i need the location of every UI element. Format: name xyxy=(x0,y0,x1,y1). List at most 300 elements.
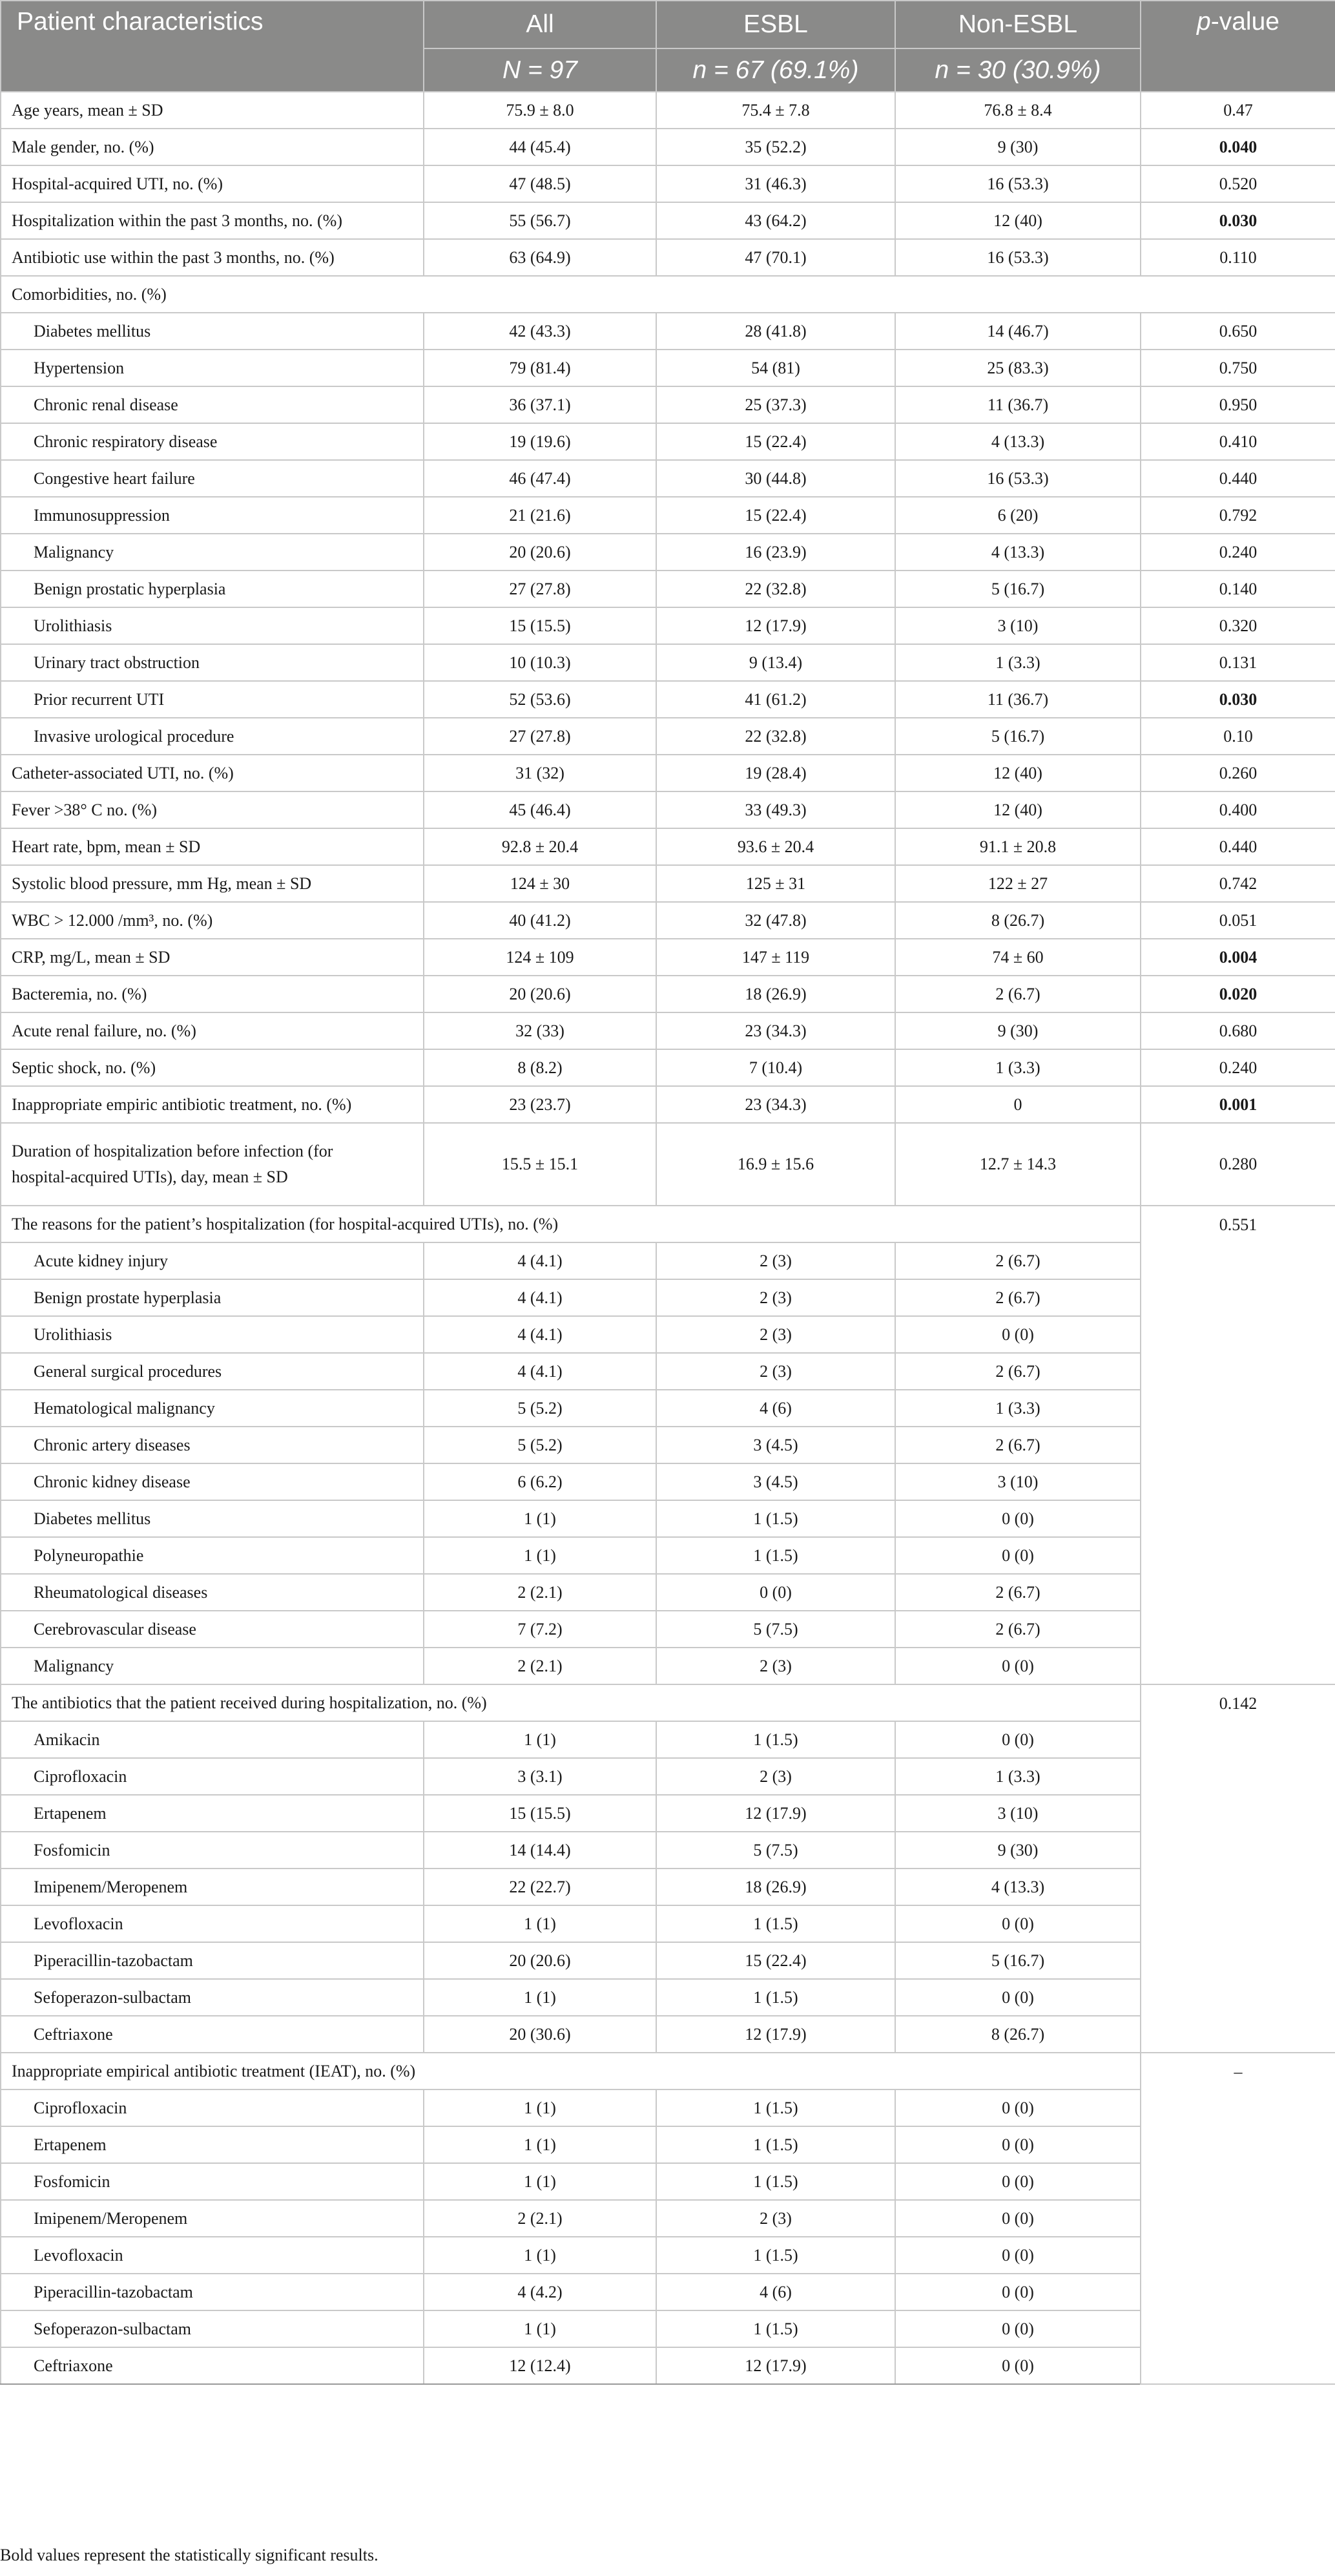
esbl-value-cell: 1 (1.5) xyxy=(656,1721,895,1758)
characteristic-label: Invasive urological procedure xyxy=(1,718,424,755)
characteristic-label: Antibiotic use within the past 3 months, no. (%) xyxy=(1,239,424,276)
section-row xyxy=(1,276,1335,313)
p-value-cell: 0.650 xyxy=(1141,313,1335,350)
esbl-value-cell: 2 (3) xyxy=(656,1316,895,1353)
characteristic-label: Benign prostate hyperplasia xyxy=(1,1279,424,1316)
characteristic-label: Septic shock, no. (%) xyxy=(1,1049,424,1086)
all-value-cell: 21 (21.6) xyxy=(424,497,656,534)
characteristic-label: Urinary tract obstruction xyxy=(1,644,424,681)
characteristic-label xyxy=(1,1123,424,1206)
table-row xyxy=(1,2200,1335,2237)
p-value-cell: – xyxy=(1141,2053,1335,2384)
table-row xyxy=(1,350,1335,386)
non-esbl-value-cell: 1 (3.3) xyxy=(895,644,1141,681)
esbl-value-cell: 15 (22.4) xyxy=(656,497,895,534)
table-row xyxy=(1,1795,1335,1832)
all-value-cell: 15 (15.5) xyxy=(424,1795,656,1832)
non-esbl-value-cell: 2 (6.7) xyxy=(895,1427,1141,1463)
characteristic-label: Chronic renal disease xyxy=(1,386,424,423)
esbl-value-cell: 0 (0) xyxy=(656,1574,895,1611)
characteristic-label: Ceftriaxone xyxy=(1,2016,424,2053)
non-esbl-value-cell: 1 (3.3) xyxy=(895,1758,1141,1795)
characteristic-label: Acute kidney injury xyxy=(1,1242,424,1279)
p-value-cell: 0.410 xyxy=(1141,423,1335,460)
table-row xyxy=(1,129,1335,165)
esbl-value-cell: 47 (70.1) xyxy=(656,239,895,276)
table-row xyxy=(1,2016,1335,2053)
esbl-value-cell: 1 (1.5) xyxy=(656,2310,895,2347)
footnote: Bold values represent the statistically significant results. xyxy=(0,2546,378,2564)
header-n-esbl: n = 67 (69.1%) xyxy=(656,48,895,92)
p-value-cell: 0.792 xyxy=(1141,497,1335,534)
table-row xyxy=(1,2274,1335,2310)
all-value-cell: 1 (1) xyxy=(424,1500,656,1537)
non-esbl-value-cell: 0 (0) xyxy=(895,1316,1141,1353)
non-esbl-value-cell: 4 (13.3) xyxy=(895,423,1141,460)
table-row xyxy=(1,1242,1335,1279)
all-value-cell: 92.8 ± 20.4 xyxy=(424,828,656,865)
table-row xyxy=(1,1500,1335,1537)
all-value-cell: 15.5 ± 15.1 xyxy=(424,1123,656,1206)
esbl-value-cell: 4 (6) xyxy=(656,1390,895,1427)
characteristic-label: Levofloxacin xyxy=(1,1905,424,1942)
table-row xyxy=(1,534,1335,571)
esbl-value-cell: 25 (37.3) xyxy=(656,386,895,423)
table-row xyxy=(1,497,1335,534)
p-value-cell: 0.240 xyxy=(1141,534,1335,571)
esbl-value-cell: 28 (41.8) xyxy=(656,313,895,350)
non-esbl-value-cell: 16 (53.3) xyxy=(895,460,1141,497)
p-value-cell: 0.680 xyxy=(1141,1012,1335,1049)
table-row xyxy=(1,1049,1335,1086)
p-value-cell: 0.142 xyxy=(1141,1684,1335,2053)
non-esbl-value-cell: 2 (6.7) xyxy=(895,1611,1141,1648)
p-value-cell: 0.110 xyxy=(1141,239,1335,276)
group-header-row xyxy=(1,2053,1335,2089)
esbl-value-cell: 12 (17.9) xyxy=(656,2016,895,2053)
esbl-value-cell: 12 (17.9) xyxy=(656,607,895,644)
esbl-value-cell: 125 ± 31 xyxy=(656,865,895,902)
esbl-value-cell: 23 (34.3) xyxy=(656,1012,895,1049)
non-esbl-value-cell: 5 (16.7) xyxy=(895,571,1141,607)
non-esbl-value-cell: 0 (0) xyxy=(895,2347,1141,2384)
non-esbl-value-cell: 3 (10) xyxy=(895,1795,1141,1832)
characteristic-label: Hematological malignancy xyxy=(1,1390,424,1427)
table-row xyxy=(1,644,1335,681)
all-value-cell: 10 (10.3) xyxy=(424,644,656,681)
characteristic-label: Urolithiasis xyxy=(1,607,424,644)
non-esbl-value-cell: 9 (30) xyxy=(895,1832,1141,1869)
characteristic-label: Amikacin xyxy=(1,1721,424,1758)
all-value-cell: 4 (4.1) xyxy=(424,1353,656,1390)
all-value-cell: 5 (5.2) xyxy=(424,1390,656,1427)
characteristic-label: Ceftriaxone xyxy=(1,2347,424,2384)
all-value-cell: 47 (48.5) xyxy=(424,165,656,202)
esbl-value-cell: 1 (1.5) xyxy=(656,2163,895,2200)
non-esbl-value-cell: 11 (36.7) xyxy=(895,386,1141,423)
all-value-cell: 19 (19.6) xyxy=(424,423,656,460)
characteristic-label: Catheter-associated UTI, no. (%) xyxy=(1,755,424,791)
esbl-value-cell: 5 (7.5) xyxy=(656,1611,895,1648)
characteristic-label: Diabetes mellitus xyxy=(1,1500,424,1537)
esbl-value-cell: 18 (26.9) xyxy=(656,1869,895,1905)
all-value-cell: 1 (1) xyxy=(424,2126,656,2163)
all-value-cell: 20 (30.6) xyxy=(424,2016,656,2053)
p-value-cell: 0.001 xyxy=(1141,1086,1335,1123)
esbl-value-cell: 2 (3) xyxy=(656,1242,895,1279)
esbl-value-cell: 41 (61.2) xyxy=(656,681,895,718)
esbl-value-cell: 12 (17.9) xyxy=(656,2347,895,2384)
all-value-cell: 1 (1) xyxy=(424,2089,656,2126)
p-value-cell: 0.020 xyxy=(1141,976,1335,1012)
table-row xyxy=(1,423,1335,460)
p-value-cell: 0.47 xyxy=(1141,92,1335,129)
all-value-cell: 55 (56.7) xyxy=(424,202,656,239)
non-esbl-value-cell: 9 (30) xyxy=(895,1012,1141,1049)
table-row xyxy=(1,681,1335,718)
esbl-value-cell: 30 (44.8) xyxy=(656,460,895,497)
table-row xyxy=(1,607,1335,644)
characteristic-label: Hypertension xyxy=(1,350,424,386)
p-value-cell: 0.140 xyxy=(1141,571,1335,607)
group-label: The antibiotics that the patient received during hospitalization, no. (%) xyxy=(1,1684,1141,1721)
all-value-cell: 23 (23.7) xyxy=(424,1086,656,1123)
non-esbl-value-cell: 2 (6.7) xyxy=(895,976,1141,1012)
all-value-cell: 27 (27.8) xyxy=(424,571,656,607)
table-row xyxy=(1,1574,1335,1611)
non-esbl-value-cell: 5 (16.7) xyxy=(895,718,1141,755)
p-value-cell: 0.320 xyxy=(1141,607,1335,644)
p-value-cell: 0.051 xyxy=(1141,902,1335,939)
characteristic-label: Ertapenem xyxy=(1,1795,424,1832)
characteristic-label: Systolic blood pressure, mm Hg, mean ± SD xyxy=(1,865,424,902)
p-value-cell: 0.10 xyxy=(1141,718,1335,755)
esbl-value-cell: 1 (1.5) xyxy=(656,1537,895,1574)
characteristic-label: Polyneuropathie xyxy=(1,1537,424,1574)
non-esbl-value-cell: 2 (6.7) xyxy=(895,1574,1141,1611)
esbl-value-cell: 54 (81) xyxy=(656,350,895,386)
characteristic-label: Diabetes mellitus xyxy=(1,313,424,350)
all-value-cell: 124 ± 30 xyxy=(424,865,656,902)
p-value-cell: 0.004 xyxy=(1141,939,1335,976)
header-all: All xyxy=(424,1,656,48)
non-esbl-value-cell: 0 (0) xyxy=(895,1648,1141,1684)
esbl-value-cell: 19 (28.4) xyxy=(656,755,895,791)
table-row xyxy=(1,1979,1335,2016)
non-esbl-value-cell: 8 (26.7) xyxy=(895,902,1141,939)
esbl-value-cell: 2 (3) xyxy=(656,1648,895,1684)
table-row xyxy=(1,239,1335,276)
characteristic-label: Heart rate, bpm, mean ± SD xyxy=(1,828,424,865)
esbl-value-cell: 1 (1.5) xyxy=(656,2089,895,2126)
p-value-cell: 0.030 xyxy=(1141,681,1335,718)
p-value-cell: 0.520 xyxy=(1141,165,1335,202)
characteristic-label: Ciprofloxacin xyxy=(1,1758,424,1795)
section-label: Comorbidities, no. (%) xyxy=(1,276,1335,313)
header-esbl: ESBL xyxy=(656,1,895,48)
all-value-cell: 1 (1) xyxy=(424,2163,656,2200)
table-row xyxy=(1,1869,1335,1905)
all-value-cell: 1 (1) xyxy=(424,2237,656,2274)
non-esbl-value-cell: 74 ± 60 xyxy=(895,939,1141,976)
p-value-cell: 0.260 xyxy=(1141,755,1335,791)
p-value-cell: 0.280 xyxy=(1141,1123,1335,1206)
non-esbl-value-cell: 3 (10) xyxy=(895,607,1141,644)
all-value-cell: 7 (7.2) xyxy=(424,1611,656,1648)
header-row xyxy=(1,1,1335,48)
characteristic-label: General surgical procedures xyxy=(1,1353,424,1390)
all-value-cell: 4 (4.1) xyxy=(424,1316,656,1353)
all-value-cell: 1 (1) xyxy=(424,2310,656,2347)
table-row xyxy=(1,718,1335,755)
characteristic-label: Imipenem/Meropenem xyxy=(1,2200,424,2237)
header-n-all: N = 97 xyxy=(424,48,656,92)
esbl-value-cell: 32 (47.8) xyxy=(656,902,895,939)
all-value-cell: 40 (41.2) xyxy=(424,902,656,939)
table-row xyxy=(1,92,1335,129)
non-esbl-value-cell: 2 (6.7) xyxy=(895,1242,1141,1279)
all-value-cell: 52 (53.6) xyxy=(424,681,656,718)
table-row xyxy=(1,1905,1335,1942)
non-esbl-value-cell: 4 (13.3) xyxy=(895,534,1141,571)
group-label: The reasons for the patient’s hospitalization (for hospital-acquired UTIs), no. (%) xyxy=(1,1206,1141,1242)
non-esbl-value-cell: 2 (6.7) xyxy=(895,1353,1141,1390)
table-row xyxy=(1,571,1335,607)
characteristic-label: Hospitalization within the past 3 months, no. (%) xyxy=(1,202,424,239)
non-esbl-value-cell: 3 (10) xyxy=(895,1463,1141,1500)
table-row xyxy=(1,2237,1335,2274)
characteristic-label: Chronic kidney disease xyxy=(1,1463,424,1500)
esbl-value-cell: 1 (1.5) xyxy=(656,1905,895,1942)
characteristic-label: Imipenem/Meropenem xyxy=(1,1869,424,1905)
table-row xyxy=(1,313,1335,350)
esbl-value-cell: 5 (7.5) xyxy=(656,1832,895,1869)
table-row xyxy=(1,1611,1335,1648)
esbl-value-cell: 15 (22.4) xyxy=(656,423,895,460)
all-value-cell: 15 (15.5) xyxy=(424,607,656,644)
group-header-row xyxy=(1,1206,1335,1242)
all-value-cell: 22 (22.7) xyxy=(424,1869,656,1905)
non-esbl-value-cell: 12 (40) xyxy=(895,755,1141,791)
esbl-value-cell: 31 (46.3) xyxy=(656,165,895,202)
table-row xyxy=(1,1390,1335,1427)
header-non-esbl: Non-ESBL xyxy=(895,1,1141,48)
all-value-cell: 4 (4.2) xyxy=(424,2274,656,2310)
non-esbl-value-cell: 122 ± 27 xyxy=(895,865,1141,902)
table-row xyxy=(1,902,1335,939)
all-value-cell: 2 (2.1) xyxy=(424,1648,656,1684)
table-row xyxy=(1,1279,1335,1316)
table-row xyxy=(1,791,1335,828)
table-row xyxy=(1,2163,1335,2200)
esbl-value-cell: 16.9 ± 15.6 xyxy=(656,1123,895,1206)
table-row xyxy=(1,1123,1335,1206)
table-row xyxy=(1,460,1335,497)
all-value-cell: 3 (3.1) xyxy=(424,1758,656,1795)
table-row xyxy=(1,755,1335,791)
table-row xyxy=(1,1758,1335,1795)
esbl-value-cell: 9 (13.4) xyxy=(656,644,895,681)
all-value-cell: 4 (4.1) xyxy=(424,1242,656,1279)
characteristic-label: Fosfomicin xyxy=(1,2163,424,2200)
characteristic-label: Prior recurrent UTI xyxy=(1,681,424,718)
table-row xyxy=(1,1537,1335,1574)
characteristic-label: Benign prostatic hyperplasia xyxy=(1,571,424,607)
p-value-cell: 0.040 xyxy=(1141,129,1335,165)
header-pvalue xyxy=(1141,1,1335,92)
non-esbl-value-cell: 0 xyxy=(895,1086,1141,1123)
non-esbl-value-cell: 11 (36.7) xyxy=(895,681,1141,718)
all-value-cell: 20 (20.6) xyxy=(424,1942,656,1979)
characteristic-label: Bacteremia, no. (%) xyxy=(1,976,424,1012)
p-value-cell: 0.440 xyxy=(1141,460,1335,497)
non-esbl-value-cell: 8 (26.7) xyxy=(895,2016,1141,2053)
esbl-value-cell: 15 (22.4) xyxy=(656,1942,895,1979)
esbl-value-cell: 33 (49.3) xyxy=(656,791,895,828)
characteristic-label: Urolithiasis xyxy=(1,1316,424,1353)
esbl-value-cell: 22 (32.8) xyxy=(656,718,895,755)
non-esbl-value-cell: 0 (0) xyxy=(895,2237,1141,2274)
characteristic-label: Chronic artery diseases xyxy=(1,1427,424,1463)
all-value-cell: 36 (37.1) xyxy=(424,386,656,423)
characteristic-label: Fever >38° C no. (%) xyxy=(1,791,424,828)
p-value-cell: 0.030 xyxy=(1141,202,1335,239)
all-value-cell: 5 (5.2) xyxy=(424,1427,656,1463)
table-row xyxy=(1,1086,1335,1123)
all-value-cell: 2 (2.1) xyxy=(424,1574,656,1611)
characteristic-label: Male gender, no. (%) xyxy=(1,129,424,165)
all-value-cell: 12 (12.4) xyxy=(424,2347,656,2384)
all-value-cell: 20 (20.6) xyxy=(424,976,656,1012)
table-row xyxy=(1,2126,1335,2163)
non-esbl-value-cell: 16 (53.3) xyxy=(895,239,1141,276)
characteristic-label: Rheumatological diseases xyxy=(1,1574,424,1611)
characteristic-label: Ciprofloxacin xyxy=(1,2089,424,2126)
table-row xyxy=(1,1942,1335,1979)
non-esbl-value-cell: 1 (3.3) xyxy=(895,1390,1141,1427)
all-value-cell: 44 (45.4) xyxy=(424,129,656,165)
characteristic-label: Hospital-acquired UTI, no. (%) xyxy=(1,165,424,202)
characteristic-label: Levofloxacin xyxy=(1,2237,424,2274)
all-value-cell: 20 (20.6) xyxy=(424,534,656,571)
all-value-cell: 32 (33) xyxy=(424,1012,656,1049)
characteristic-label: Inappropriate empiric antibiotic treatment, no. (%) xyxy=(1,1086,424,1123)
characteristic-label: Malignancy xyxy=(1,1648,424,1684)
characteristic-label: Sefoperazon-sulbactam xyxy=(1,2310,424,2347)
table-row xyxy=(1,828,1335,865)
table-row xyxy=(1,1012,1335,1049)
esbl-value-cell: 7 (10.4) xyxy=(656,1049,895,1086)
all-value-cell: 31 (32) xyxy=(424,755,656,791)
group-label: Inappropriate empirical antibiotic treatment (IEAT), no. (%) xyxy=(1,2053,1141,2089)
esbl-value-cell: 2 (3) xyxy=(656,1279,895,1316)
table-body xyxy=(1,92,1335,2384)
header-pvalue-p: p xyxy=(1197,8,1211,36)
non-esbl-value-cell: 5 (16.7) xyxy=(895,1942,1141,1979)
non-esbl-value-cell: 0 (0) xyxy=(895,1537,1141,1574)
esbl-value-cell: 18 (26.9) xyxy=(656,976,895,1012)
characteristic-label: Immunosuppression xyxy=(1,497,424,534)
all-value-cell: 2 (2.1) xyxy=(424,2200,656,2237)
characteristic-label: Malignancy xyxy=(1,534,424,571)
characteristic-label: Acute renal failure, no. (%) xyxy=(1,1012,424,1049)
non-esbl-value-cell: 12.7 ± 14.3 xyxy=(895,1123,1141,1206)
esbl-value-cell: 12 (17.9) xyxy=(656,1795,895,1832)
p-value-cell: 0.240 xyxy=(1141,1049,1335,1086)
characteristic-label: Ertapenem xyxy=(1,2126,424,2163)
table-row xyxy=(1,165,1335,202)
p-value-cell: 0.131 xyxy=(1141,644,1335,681)
non-esbl-value-cell: 76.8 ± 8.4 xyxy=(895,92,1141,129)
characteristic-label-line: hospital-acquired UTIs), day, mean ± SD xyxy=(12,1168,288,1186)
non-esbl-value-cell: 91.1 ± 20.8 xyxy=(895,828,1141,865)
table-header xyxy=(1,1,1335,92)
characteristic-label: Sefoperazon-sulbactam xyxy=(1,1979,424,2016)
esbl-value-cell: 16 (23.9) xyxy=(656,534,895,571)
non-esbl-value-cell: 0 (0) xyxy=(895,2126,1141,2163)
characteristic-label: Congestive heart failure xyxy=(1,460,424,497)
esbl-value-cell: 3 (4.5) xyxy=(656,1427,895,1463)
table-row xyxy=(1,202,1335,239)
non-esbl-value-cell: 6 (20) xyxy=(895,497,1141,534)
p-value-cell: 0.551 xyxy=(1141,1206,1335,1684)
all-value-cell: 6 (6.2) xyxy=(424,1463,656,1500)
non-esbl-value-cell: 25 (83.3) xyxy=(895,350,1141,386)
header-pvalue-rest: -value xyxy=(1210,8,1279,36)
non-esbl-value-cell: 0 (0) xyxy=(895,2163,1141,2200)
p-value-cell: 0.950 xyxy=(1141,386,1335,423)
table-row xyxy=(1,1648,1335,1684)
table-row xyxy=(1,976,1335,1012)
non-esbl-value-cell: 0 (0) xyxy=(895,1905,1141,1942)
table-row xyxy=(1,939,1335,976)
table-row xyxy=(1,865,1335,902)
non-esbl-value-cell: 12 (40) xyxy=(895,202,1141,239)
all-value-cell: 1 (1) xyxy=(424,1721,656,1758)
group-header-row xyxy=(1,1684,1335,1721)
esbl-value-cell: 2 (3) xyxy=(656,2200,895,2237)
all-value-cell: 14 (14.4) xyxy=(424,1832,656,1869)
characteristic-label: Fosfomicin xyxy=(1,1832,424,1869)
all-value-cell: 45 (46.4) xyxy=(424,791,656,828)
non-esbl-value-cell: 0 (0) xyxy=(895,2200,1141,2237)
table-row xyxy=(1,1316,1335,1353)
non-esbl-value-cell: 12 (40) xyxy=(895,791,1141,828)
esbl-value-cell: 43 (64.2) xyxy=(656,202,895,239)
esbl-value-cell: 3 (4.5) xyxy=(656,1463,895,1500)
esbl-value-cell: 22 (32.8) xyxy=(656,571,895,607)
non-esbl-value-cell: 0 (0) xyxy=(895,2274,1141,2310)
all-value-cell: 1 (1) xyxy=(424,1979,656,2016)
characteristic-label: Piperacillin-tazobactam xyxy=(1,1942,424,1979)
p-value-cell: 0.400 xyxy=(1141,791,1335,828)
table-row xyxy=(1,1427,1335,1463)
all-value-cell: 124 ± 109 xyxy=(424,939,656,976)
all-value-cell: 1 (1) xyxy=(424,1537,656,1574)
non-esbl-value-cell: 9 (30) xyxy=(895,129,1141,165)
esbl-value-cell: 2 (3) xyxy=(656,1758,895,1795)
esbl-value-cell: 35 (52.2) xyxy=(656,129,895,165)
header-characteristics: Patient characteristics xyxy=(1,1,424,92)
characteristic-label: CRP, mg/L, mean ± SD xyxy=(1,939,424,976)
characteristic-label: Cerebrovascular disease xyxy=(1,1611,424,1648)
table-row xyxy=(1,386,1335,423)
non-esbl-value-cell: 0 (0) xyxy=(895,1500,1141,1537)
table-row xyxy=(1,2089,1335,2126)
table-row xyxy=(1,2347,1335,2384)
all-value-cell: 27 (27.8) xyxy=(424,718,656,755)
esbl-value-cell: 1 (1.5) xyxy=(656,2126,895,2163)
